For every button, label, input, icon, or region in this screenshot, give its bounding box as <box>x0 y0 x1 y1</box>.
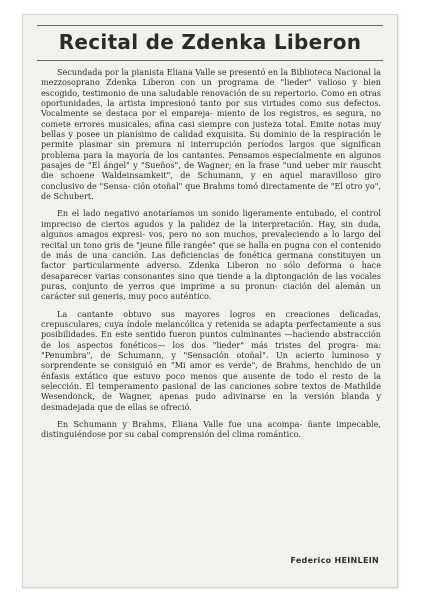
headline: Recital de Zdenka Liberon <box>58 30 362 54</box>
byline: Federico HEINLEIN <box>290 556 379 565</box>
paragraph-4: En Schumann y Brahms, Eliana Valle fue una acompa- ñante impecable, distinguiéndose por su cabal comprensión del clima romántico. <box>41 419 381 440</box>
paragraph-2: En el lado negativo anotaríamos un sonido ligeramente entubado, el control impreciso de ciertos agudos y la palidez de la interpretación. Hay, sin duda, algunos amagos expresi- vos, pero no son muchos, prevaleciendo a lo largo del recital un tono gris de "jeune fille rangée" que se halla en pugna con el contenido de más de una canción. Las deficiencias de fonética germana constituyen un factor particularmente adverso. Zdenka Liberon no sólo deforma o hace desaparecer varias consonantes sino que tiende a la diptongación de las vocales puras, conjunto de yerros que imprime a su pronun- ciación del alemán un carácter sui generis, muy poco auténtico. <box>41 208 381 302</box>
article-body <box>41 67 381 447</box>
newspaper-clipping <box>22 14 398 588</box>
headline-rule <box>37 60 383 61</box>
paragraph-1: Secundada por la pianista Eliana Valle se presentó en la Biblioteca Nacional la mezzosoprano Zdenka Liberon con un programa de "lieder" valioso y bien escogido, testimonio de una saludable renovación de su repertorio. Como en otras oportunidades, la artista impresionó tanto por sus virtudes como sus defectos. Vocalmente se destaca por el empareja- miento de los registros, es segura, no comete errores musicales, afina casi siempre con justeza total. Emite notas muy bellas y posee un pianísimo de calidad exquisita. Su dominio de la respiración le permite plasmar sin premura ni interrupción períodos largos que significan problema para la mayoría de los cantantes. Pensamos especialmente en algunos pasajes de "El ángel" y "Sueños", de Wagner; en la frase "und ueber mir rauscht die schoene Waldeinsamkeit", de Schumann, y en aquel maravilloso giro conclusivo de "Sensa- ción otoñal" que Brahms tomó directamente de "El otro yo", de Schubert. <box>41 67 381 202</box>
paragraph-3: La cantante obtuvo sus mayores logros en creaciones delicadas, crepusculares, cuya índole melancólica y retenida se adapta perfectamente a sus posibilidades. En este sentido fueron puntos culminantes —haciendo abstracción de los aspectos fonéticos— los dos "lieder" más tristes del progra- ma: "Penumbra", de Schumann, y "Sensación otoñal". Un acierto luminoso y sorprendente se consiguió en "Mi amor es verde", de Brahms, henchido de un énfasis extático que estuvo poco menos que ausente de todo el resto de la selección. El temperamento pasional de las canciones sobre textos de Mathilde Wesendonck, de Wagner, apenas pudo adivinarse en la versión blanda y desmadejada que de ellas se ofreció. <box>41 308 381 412</box>
